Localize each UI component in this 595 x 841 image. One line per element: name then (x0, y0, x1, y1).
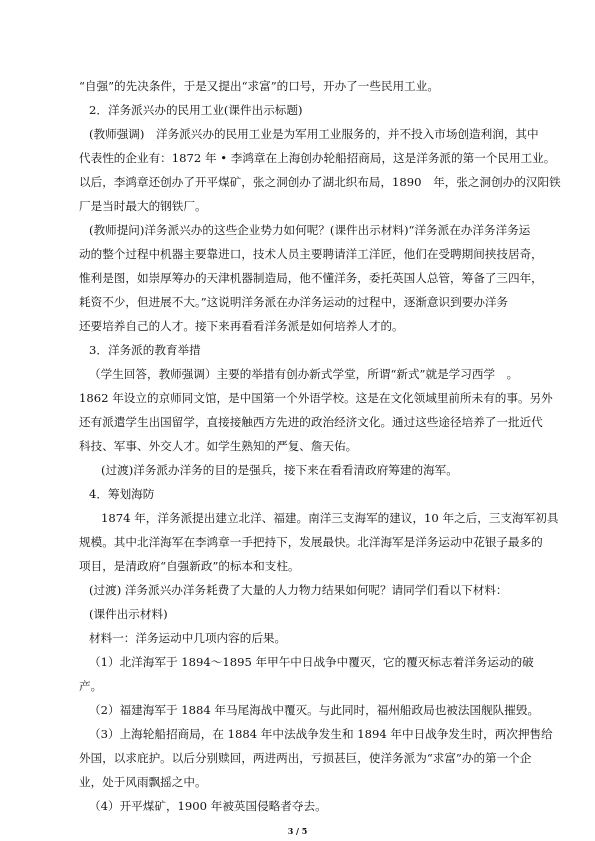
text-line: 动的整个过程中机器主要靠进口，技术人员主要聘请洋工洋匠，他们在受聘期间挟技居奇， (79, 247, 543, 261)
text-line: 惟利是图，如崇厚筹办的天津机器制造局，他不懂洋务，委托英国人总管，筹备了三四年， (79, 271, 543, 285)
text-line: (教师提问)洋务派兴办的这些企业势力如何呢？(课件出示材料)“洋务派在办洋务洋务运 (89, 223, 531, 237)
list-item: （4）开平煤矿，1900 年被英国侵略者夺去。 (89, 799, 327, 813)
page-number: 3 / 5 (287, 826, 308, 836)
text-line: 耗资不少，但进展不大。”这说明洋务派在办洋务运动的过程中，逐渐意识到要办洋务 (79, 295, 509, 309)
text-line: (课件出示材料) (89, 607, 168, 621)
section-heading: 4．筹划海防 (89, 487, 155, 501)
text-line: （学生回答，教师强调）主要的举措有创办新式学堂，所谓“新式”就是学习西学 。 (89, 367, 519, 381)
text-line: 还有派遣学生出国留学，直接接触西方先进的政治经济文化。通过这些途径培养了一批近代 (79, 415, 543, 429)
text-line: 产。 (79, 679, 103, 693)
text-line: 1862 年设立的京师同文馆，是中国第一个外语学校。这是在文化领域里前所未有的事。另外 (79, 391, 553, 405)
list-item: （1）北洋海军于 1894～1895 年甲午中日战争中覆灭，它的覆灭标志着洋务运动的破 (89, 655, 534, 669)
list-item: （3）上海轮船招商局，在 1884 年中法战争发生和 1894 年中日战争发生时，两次押售给 (89, 727, 553, 741)
text-line: 以后，李鸿章还创办了开平煤矿，张之洞创办了湖北织布局，1890 年，张之洞创办的汉阳铁 (79, 175, 561, 189)
text-line: 1874 年，洋务派提出建立北洋、福建。南洋三支海军的建议，10 年之后，三支海军初具 (101, 511, 559, 525)
text-line: 还要培养自己的人才。接下来再看看洋务派是如何培养人才的。 (79, 319, 404, 333)
text-line: (教师强调) 洋务派兴办的民用工业是为军用工业服务的，并不投入市场创造利润，其中 (89, 127, 539, 141)
text-line: 规模。其中北洋海军在李鸿章一手把持下，发展最快。北洋海军是洋务运动中花银子最多的 (79, 535, 543, 549)
text-line: 业，处于风雨飘摇之中。 (79, 775, 207, 789)
text-line: 项目，是清政府“自强新政”的标本和支柱。 (79, 559, 300, 573)
text-line: (过渡) 洋务派兴办洋务耗费了大量的人力物力结果如何呢？请同学们看以下材料： (89, 583, 508, 597)
text-line: 科技、军事、外交人才。如学生熟知的严复、詹天佑。 (79, 439, 358, 453)
text-line: 代表性的企业有：1872 年 • 李鸿章在上海创办轮船招商局，这是洋务派的第一个民用工业。 (79, 151, 556, 165)
section-heading: 3．洋务派的教育举措 (89, 343, 201, 357)
list-item: （2）福建海军于 1884 年马尾海战中覆灭。与此同时，福州船政局也被法国舰队摧毁。 (89, 703, 540, 717)
text-line: 材料一：洋务运动中几项内容的后果。 (89, 631, 287, 645)
text-line: (过渡)洋务派办洋务的目的是强兵，接下来在看看清政府筹建的海军。 (101, 463, 458, 477)
section-heading: 2．洋务派兴办的民用工业(课件出示标题) (89, 103, 303, 117)
text-line: “自强”的先决条件，于是又提出“求富”的口号，开办了一些民用工业。 (79, 79, 439, 93)
text-line: 厂是当时最大的钢铁厂。 (79, 199, 207, 213)
text-line: 外国，以求庇护。以后分别赎回，两进两出，亏损甚巨，使洋务派为“求富”办的第一个企 (79, 751, 532, 765)
